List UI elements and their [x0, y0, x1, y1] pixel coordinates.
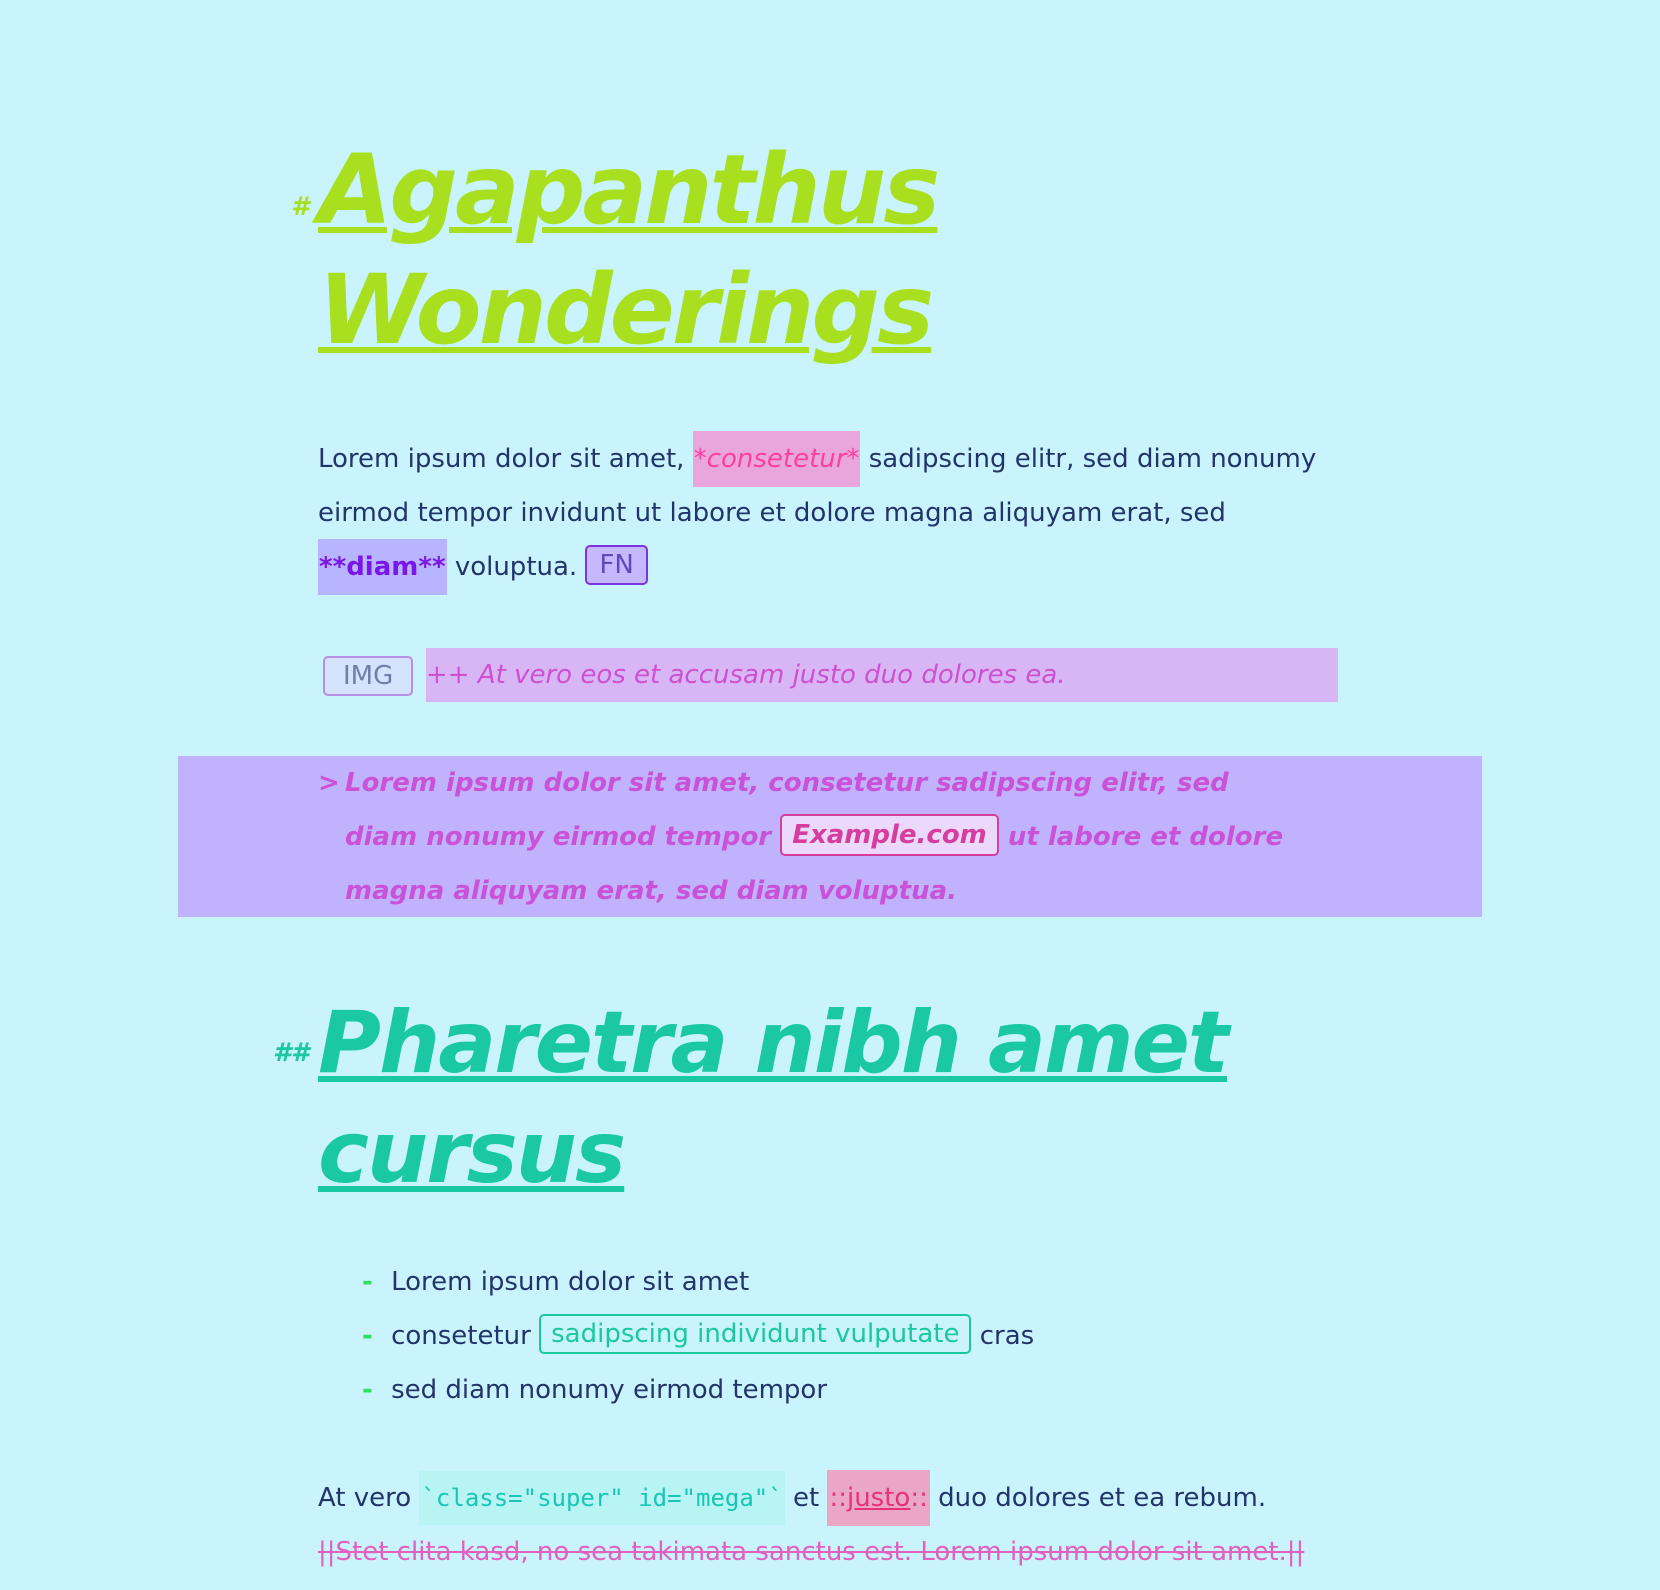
list-item[interactable]: [362, 1363, 1034, 1417]
paragraph-1-text-1: Lorem ipsum dolor sit amet,: [318, 444, 685, 474]
heading-2-marker: ##: [273, 1038, 310, 1068]
heading-2-line-2: cursus: [318, 1103, 625, 1203]
footnote-badge[interactable]: FN: [585, 545, 647, 585]
mark-text: [827, 1470, 929, 1526]
heading-2-text[interactable]: [318, 988, 1228, 1208]
heading-1-line-1: Agapanthus: [318, 134, 938, 246]
heading-1: [291, 130, 1358, 370]
blockquote[interactable]: [318, 756, 1358, 918]
blockquote-text-2: ut labore et dolore magna aliquyam erat, sed diam voluptua.: [345, 822, 1284, 906]
inline-code: `class="super" id="mega"`: [419, 1471, 784, 1525]
list-item[interactable]: [362, 1309, 1034, 1363]
heading-1-marker: #: [291, 192, 310, 222]
list-item-text: Lorem ipsum dolor sit amet: [391, 1267, 750, 1297]
list-item-text: cras: [979, 1321, 1035, 1351]
mark-open: ::: [829, 1483, 847, 1513]
image-caption: ++ At vero eos et accusam justo duo dolores ea.: [426, 648, 1338, 702]
paragraph-2-text-2: et: [792, 1483, 820, 1513]
paragraph-2-line-1: [318, 1471, 1358, 1525]
mark-close: ::: [910, 1483, 928, 1513]
tag-badge[interactable]: sadipscing individunt vulputate: [539, 1314, 971, 1354]
paragraph-1-text-3: voluptua.: [454, 552, 578, 582]
list-item-text: consetetur: [391, 1321, 531, 1351]
example-link[interactable]: Example.com: [780, 814, 999, 856]
paragraph-2-text-1: At vero: [318, 1483, 412, 1513]
paragraph-1-text-2: sadipscing elitr, sed diam nonumy eirmod tempor invidunt ut labore et dolore magna aliquyam erat, sed: [318, 444, 1317, 528]
image-badge[interactable]: IMG: [323, 656, 413, 696]
heading-1-line-2: Wonderings: [318, 254, 932, 366]
blockquote-marker: >: [318, 768, 340, 798]
strong-text: **diam**: [318, 539, 447, 595]
emphasis-text: *consetetur*: [693, 431, 861, 487]
bullet-list: [362, 1255, 1034, 1417]
mark-word: justo: [846, 1483, 911, 1513]
heading-1-text[interactable]: [318, 130, 1018, 370]
bullet-marker: -: [362, 1375, 373, 1405]
paragraph-1[interactable]: [318, 432, 1318, 594]
list-item-text: sed diam nonumy eirmod tempor: [391, 1375, 828, 1405]
image-block: [318, 648, 1358, 702]
bullet-marker: -: [362, 1321, 373, 1351]
blockquote-text: [345, 756, 1305, 918]
heading-2-line-1: Pharetra nibh amet: [318, 993, 1228, 1093]
paragraph-2[interactable]: [318, 1471, 1358, 1579]
blockquote-text-1: Lorem ipsum dolor sit amet, consetetur sadipscing elitr, sed diam nonumy eirmod tempor: [345, 768, 1229, 852]
strikethrough-text: ||Stet clita kasd, no sea takimata sanctus est. Lorem ipsum dolor sit amet.||: [318, 1537, 1305, 1567]
bullet-marker: -: [362, 1267, 373, 1297]
heading-2: [273, 988, 1358, 1208]
paragraph-2-text-3: duo dolores et ea rebum.: [938, 1483, 1267, 1513]
list-item[interactable]: [362, 1255, 1034, 1309]
